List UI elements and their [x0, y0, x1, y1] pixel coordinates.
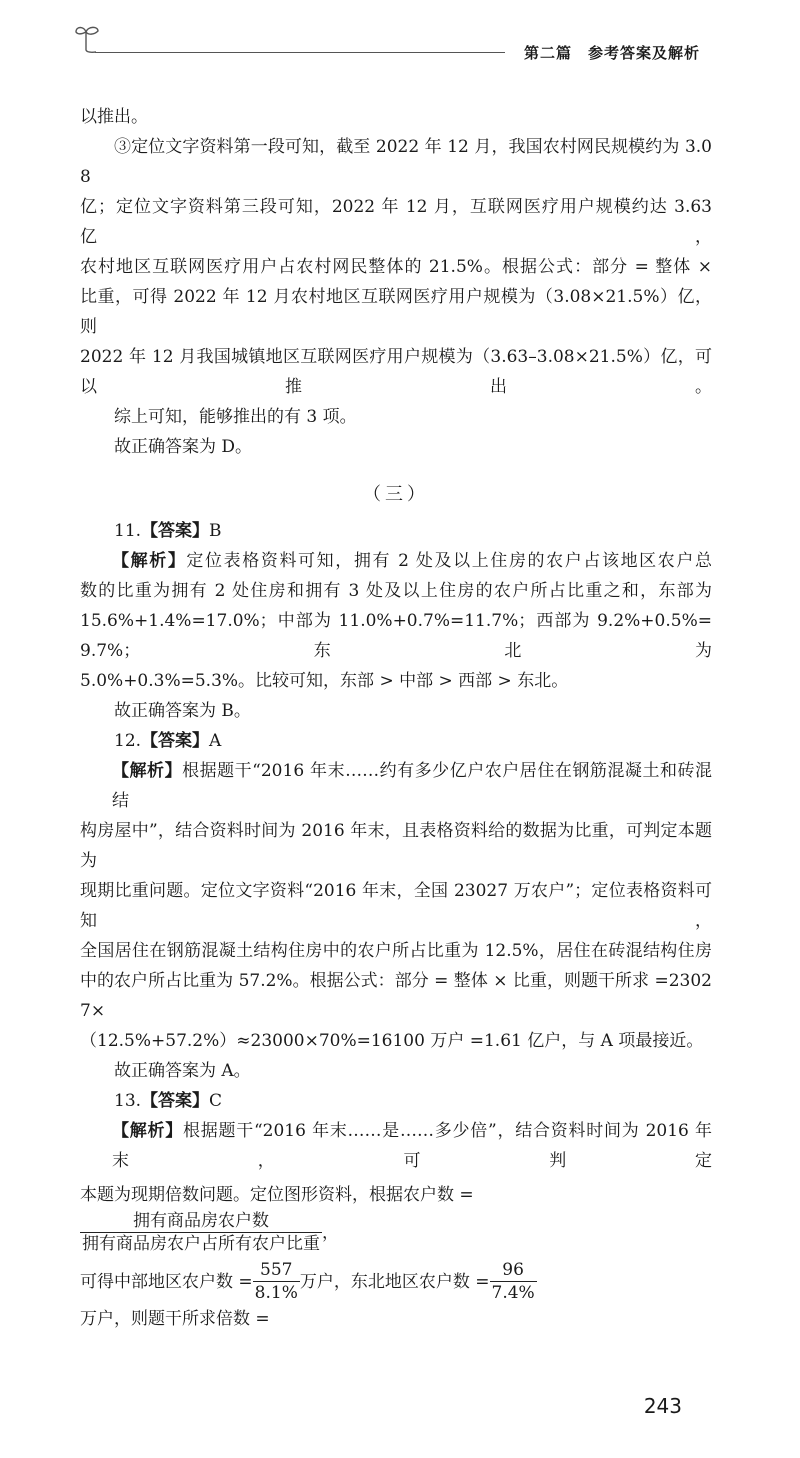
text-line: 中的农户所占比重为 57.2%。根据公式：部分 = 整体 × 比重，则题干所求 =23027×: [80, 971, 712, 1021]
text-line: 以推出。: [80, 107, 148, 127]
central-fraction: $\frac{557}{8.1\%}$: [254, 1260, 298, 1303]
q12-conclusion: 故正确答案为 A。: [114, 1061, 251, 1081]
formula-line: 可得中部地区农户数 = $\frac{557}{8.1\%}$ 万户，东北地区农户数 = $\frac{96}{7.4\%}$ 万户，则题干所求倍数 =: [80, 1260, 535, 1329]
text-line: 5.0%+0.3%=5.3%。比较可知，东部 > 中部 > 西部 > 东北。: [80, 671, 569, 691]
q13-answer: 13.【答案】C: [114, 1091, 223, 1111]
text-line: 亿；定位文字资料第三段可知，2022 年 12 月，互联网医疗用户规模约达 3.63 亿，: [80, 197, 712, 247]
header-title: 第二篇 参考答案及解析: [524, 44, 701, 62]
q11-answer: 11.【答案】B: [114, 521, 222, 541]
text-line: 综上可知，能够推出的有 3 项。: [114, 407, 357, 427]
text-line: 2022 年 12 月我国城镇地区互联网医疗用户规模为（3.63–3.08×21.5%）亿，可以推出。: [80, 347, 712, 397]
text-line: 农村地区互联网医疗用户占农村网民整体的 21.5%。根据公式：部分 = 整体 ×: [80, 257, 712, 277]
text-line: 数的比重为拥有 2 处住房和拥有 3 处及以上住房的农户所占比重之和，东部为: [80, 581, 712, 601]
northeast-fraction: $\frac{96}{7.4\%}$: [491, 1260, 535, 1303]
q12-analysis: 【解析】根据题干“2016 年末……约有多少亿户农户居住在钢筋混凝土和砖混结: [112, 761, 713, 811]
formula-line: 本题为现期倍数问题。定位图形资料，根据农户数 = $\frac{\text{拥有商品房农户数}}{\text{拥有商品房农户占所有农户比重}}$ ，: [80, 1185, 474, 1254]
text-line: 故正确答案为 D。: [114, 437, 253, 457]
page-number: 243: [643, 1394, 682, 1418]
text-line: ③定位文字资料第一段可知，截至 2022 年 12 月，我国农村网民规模约为 3.08: [80, 137, 712, 187]
q11-analysis: 【解析】定位表格资料可知，拥有 2 处及以上住房的农户占该地区农户总: [112, 551, 712, 571]
text-line: 现期比重问题。定位文字资料“2016 年末，全国 23027 万农户”；定位表格资料可知，: [80, 881, 712, 931]
text-line: 比重，可得 2022 年 12 月农村地区互联网医疗用户规模为（3.08×21.5%）亿，则: [80, 287, 712, 337]
text-line: 15.6%+1.4%=17.0%；中部为 11.0%+0.7%=11.7%；西部为 9.2%+0.5%=9.7%；东北为: [80, 611, 712, 661]
q13-analysis: 【解析】根据题干“2016 年末……是……多少倍”，结合资料时间为 2016 年末，可判定: [112, 1121, 712, 1171]
text-line: 构房屋中”，结合资料时间为 2016 年末，且表格资料给的数据为比重，可判定本题为: [80, 821, 712, 871]
q12-answer: 12.【答案】A: [114, 731, 222, 751]
household-formula: $\frac{\text{拥有商品房农户数}}{\text{拥有商品房农户占所有农户比重}}$: [82, 1211, 320, 1254]
section-title: （三）: [363, 484, 429, 505]
text-line: （12.5%+57.2%）≈23000×70%=16100 万户 =1.61 亿户，与 A 项最接近。: [80, 1031, 704, 1051]
text-line: 全国居住在钢筋混凝土结构住房中的农户所占比重为 12.5%，居住在砖混结构住房: [80, 941, 712, 961]
q11-conclusion: 故正确答案为 B。: [114, 701, 251, 721]
